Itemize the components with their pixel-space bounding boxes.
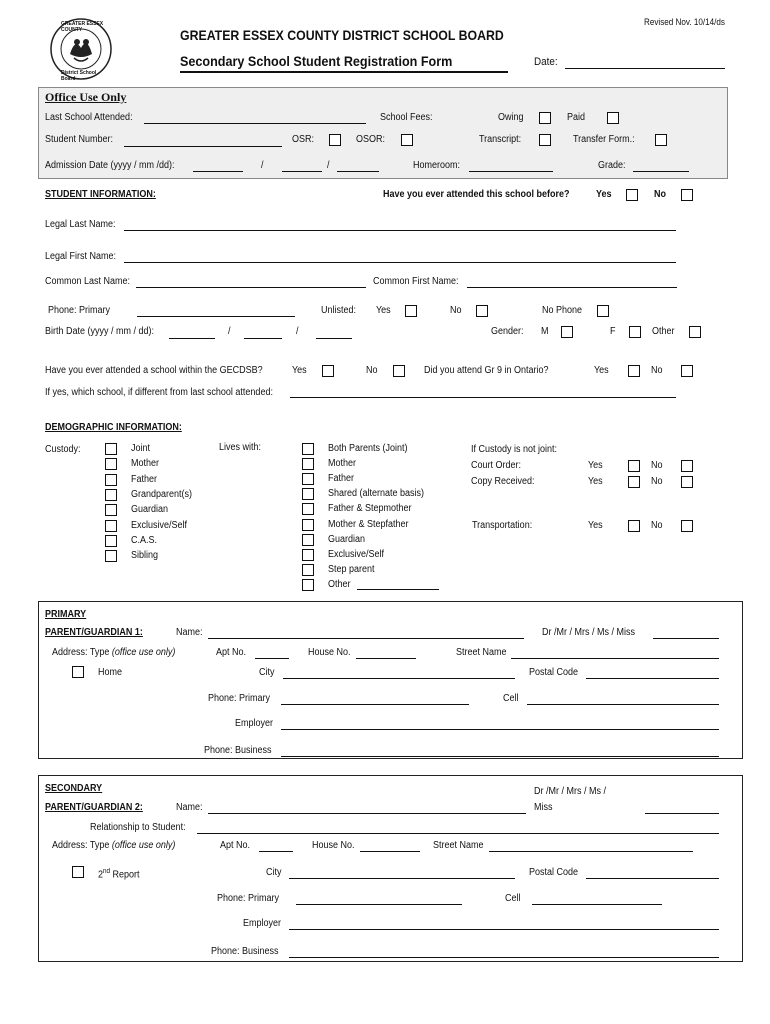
court-order-label: Court Order: bbox=[471, 460, 522, 471]
homeroom-label: Homeroom: bbox=[413, 160, 461, 171]
common-first-label: Common First Name: bbox=[373, 276, 459, 287]
gender-m-label: M bbox=[541, 326, 549, 337]
p2-address-type-label: Address: Type (office use only) bbox=[52, 840, 176, 851]
p2-street-label: Street Name bbox=[433, 840, 484, 851]
lives-option-label-7: Exclusive/Self bbox=[328, 548, 385, 560]
custody-option-label-1: Mother bbox=[131, 458, 160, 470]
p1-postal-field[interactable] bbox=[586, 678, 719, 679]
common-last-label: Common Last Name: bbox=[45, 276, 131, 287]
lives-option-label-2: Father bbox=[328, 473, 355, 485]
p2-city-label: City bbox=[266, 867, 282, 878]
revised-note: Revised Nov. 10/14/ds bbox=[644, 17, 725, 27]
lives-option-label-9: Other bbox=[328, 578, 351, 590]
transportation-no-label: No bbox=[651, 520, 663, 531]
p2-report-label: 2nd Report bbox=[98, 868, 140, 881]
student-number-label: Student Number: bbox=[45, 134, 114, 145]
lives-other-field[interactable] bbox=[357, 589, 439, 590]
gecdsb-yes-label: Yes bbox=[292, 365, 307, 376]
attended-yes-label: Yes bbox=[596, 189, 612, 200]
custody-option-checkbox-3[interactable] bbox=[105, 489, 117, 501]
legal-first-label: Legal First Name: bbox=[45, 251, 117, 262]
birth-month-field[interactable] bbox=[244, 338, 282, 339]
p1-phone-primary-label: Phone: Primary bbox=[208, 693, 271, 704]
p2-name-field[interactable] bbox=[208, 813, 526, 814]
phone-primary-label: Phone: Primary bbox=[48, 305, 111, 316]
custody-label: Custody: bbox=[45, 444, 81, 455]
custody-option-label-7: Sibling bbox=[131, 550, 159, 562]
p2-title-options: Dr /Mr / Mrs / Ms / bbox=[534, 786, 606, 797]
if-custody-label: If Custody is not joint: bbox=[471, 444, 558, 455]
p1-title-field[interactable] bbox=[653, 638, 719, 639]
legal-last-label: Legal Last Name: bbox=[45, 219, 116, 230]
school-fees-label: School Fees: bbox=[380, 112, 433, 123]
custody-option-checkbox-1[interactable] bbox=[105, 458, 117, 470]
transfer-form-checkbox[interactable] bbox=[655, 134, 667, 146]
p2-title-field[interactable] bbox=[645, 813, 719, 814]
p2-city-field[interactable] bbox=[289, 878, 515, 879]
grade-label: Grade: bbox=[598, 160, 626, 171]
p2-phone-primary-label: Phone: Primary bbox=[217, 893, 280, 904]
p1-cell-field[interactable] bbox=[527, 704, 719, 705]
transportation-label: Transportation: bbox=[472, 520, 533, 531]
admission-slash-1: / bbox=[261, 160, 264, 171]
p2-apt-field[interactable] bbox=[259, 851, 293, 852]
lives-with-label: Lives with: bbox=[219, 442, 262, 453]
admission-slash-2: / bbox=[327, 160, 330, 171]
p2-employer-label: Employer bbox=[243, 918, 282, 929]
lives-option-label-0: Both Parents (Joint) bbox=[328, 443, 408, 454]
p2-relationship-field[interactable] bbox=[197, 833, 719, 834]
p2-title-options-2: Miss bbox=[534, 802, 553, 813]
gender-f-checkbox[interactable] bbox=[629, 326, 641, 338]
custody-option-checkbox-2[interactable] bbox=[105, 474, 117, 486]
custody-option-checkbox-7[interactable] bbox=[105, 550, 117, 562]
last-school-field[interactable] bbox=[144, 123, 366, 124]
copy-received-label: Copy Received: bbox=[471, 476, 535, 487]
secondary-heading-2: PARENT/GUARDIAN 2: bbox=[45, 802, 143, 813]
custody-option-label-0: Joint bbox=[131, 443, 151, 454]
lives-option-checkbox-0[interactable] bbox=[302, 443, 314, 455]
gr9-yes-checkbox[interactable] bbox=[628, 365, 640, 377]
transcript-checkbox[interactable] bbox=[539, 134, 551, 146]
p2-postal-label: Postal Code bbox=[529, 867, 579, 878]
p2-phone-business-field[interactable] bbox=[289, 957, 719, 958]
gender-m-checkbox[interactable] bbox=[561, 326, 573, 338]
logo-text-bottom: District School Board bbox=[61, 70, 97, 82]
secondary-heading: SECONDARY bbox=[45, 783, 103, 794]
p1-house-label: House No. bbox=[308, 647, 351, 658]
unlisted-no-label: No bbox=[450, 305, 462, 316]
common-first-field[interactable] bbox=[467, 287, 677, 288]
gender-other-checkbox[interactable] bbox=[689, 326, 701, 338]
unlisted-yes-checkbox[interactable] bbox=[405, 305, 417, 317]
student-number-field[interactable] bbox=[124, 146, 282, 147]
demographic-heading: DEMOGRAPHIC INFORMATION: bbox=[45, 422, 182, 433]
unlisted-no-checkbox[interactable] bbox=[476, 305, 488, 317]
lives-option-checkbox-6[interactable] bbox=[302, 534, 314, 546]
transfer-form-label: Transfer Form.: bbox=[573, 134, 635, 145]
custody-option-label-5: Exclusive/Self bbox=[131, 519, 188, 531]
lives-option-label-8: Step parent bbox=[328, 563, 375, 575]
custody-option-label-2: Father bbox=[131, 473, 158, 485]
gecdsb-question: Have you ever attended a school within the GECDSB? bbox=[45, 365, 263, 376]
birth-year-field[interactable] bbox=[169, 338, 215, 339]
lives-option-label-6: Guardian bbox=[328, 533, 366, 545]
attended-no-checkbox[interactable] bbox=[681, 189, 693, 201]
p2-name-label: Name: bbox=[176, 802, 203, 813]
attended-yes-checkbox[interactable] bbox=[626, 189, 638, 201]
birth-slash-2: / bbox=[296, 326, 299, 337]
p1-city-field[interactable] bbox=[283, 678, 515, 679]
p2-relationship-label: Relationship to Student: bbox=[90, 822, 186, 833]
lives-option-label-5: Mother & Stepfather bbox=[328, 518, 409, 530]
custody-option-checkbox-5[interactable] bbox=[105, 520, 117, 532]
p1-employer-field[interactable] bbox=[281, 729, 719, 730]
p1-house-field[interactable] bbox=[356, 658, 416, 659]
board-title: GREATER ESSEX COUNTY DISTRICT SCHOOL BOARD bbox=[180, 27, 504, 43]
p1-address-type-label: Address: Type (office use only) bbox=[52, 647, 176, 658]
admission-date-label: Admission Date (yyyy / mm /dd): bbox=[45, 160, 175, 171]
unlisted-yes-label: Yes bbox=[376, 305, 391, 316]
lives-option-checkbox-7[interactable] bbox=[302, 549, 314, 561]
custody-option-checkbox-0[interactable] bbox=[105, 443, 117, 455]
birth-date-label: Birth Date (yyyy / mm / dd): bbox=[45, 326, 155, 337]
date-field[interactable] bbox=[565, 68, 725, 69]
p1-name-field[interactable] bbox=[208, 638, 524, 639]
office-use-title: Office Use Only bbox=[45, 90, 127, 104]
form-title-underline bbox=[180, 71, 508, 73]
admission-day-field[interactable] bbox=[337, 171, 379, 172]
owing-label: Owing bbox=[498, 112, 524, 123]
p2-phone-primary-field[interactable] bbox=[296, 904, 462, 905]
gender-label: Gender: bbox=[491, 326, 524, 337]
p2-cell-label: Cell bbox=[505, 893, 521, 904]
paid-checkbox[interactable] bbox=[607, 112, 619, 124]
p1-apt-label: Apt No. bbox=[216, 647, 247, 658]
p2-postal-field[interactable] bbox=[586, 878, 719, 879]
lives-option-checkbox-5[interactable] bbox=[302, 519, 314, 531]
court-order-yes-checkbox[interactable] bbox=[628, 460, 640, 472]
gr9-no-checkbox[interactable] bbox=[681, 365, 693, 377]
gr9-question: Did you attend Gr 9 in Ontario? bbox=[424, 365, 549, 376]
p1-employer-label: Employer bbox=[235, 718, 274, 729]
no-phone-checkbox[interactable] bbox=[597, 305, 609, 317]
transportation-no-checkbox[interactable] bbox=[681, 520, 693, 532]
gecdsb-no-checkbox[interactable] bbox=[393, 365, 405, 377]
custody-option-label-6: C.A.S. bbox=[131, 534, 158, 546]
lives-option-checkbox-4[interactable] bbox=[302, 503, 314, 515]
lives-option-checkbox-1[interactable] bbox=[302, 458, 314, 470]
custody-option-checkbox-4[interactable] bbox=[105, 504, 117, 516]
p1-phone-business-field[interactable] bbox=[281, 756, 719, 757]
legal-first-field[interactable] bbox=[124, 262, 676, 263]
p1-phone-business-label: Phone: Business bbox=[204, 745, 272, 756]
lives-option-label-4: Father & Stepmother bbox=[328, 503, 412, 515]
gr9-yes-label: Yes bbox=[594, 365, 609, 376]
birth-day-field[interactable] bbox=[316, 338, 352, 339]
date-label: Date: bbox=[534, 56, 558, 68]
attended-no-label: No bbox=[654, 189, 667, 200]
birth-slash-1: / bbox=[228, 326, 231, 337]
p2-report-checkbox[interactable] bbox=[72, 866, 84, 878]
p1-phone-primary-field[interactable] bbox=[281, 704, 469, 705]
custody-option-label-3: Grandparent(s) bbox=[131, 488, 193, 500]
p2-house-label: House No. bbox=[312, 840, 355, 851]
p2-house-field[interactable] bbox=[360, 851, 420, 852]
unlisted-label: Unlisted: bbox=[321, 305, 357, 316]
gecdsb-no-label: No bbox=[366, 365, 378, 376]
court-order-yes-label: Yes bbox=[588, 460, 603, 471]
custody-option-checkbox-6[interactable] bbox=[105, 535, 117, 547]
gender-other-label: Other bbox=[652, 326, 675, 337]
p2-apt-label: Apt No. bbox=[220, 840, 251, 851]
homeroom-field[interactable] bbox=[469, 171, 553, 172]
gecdsb-yes-checkbox[interactable] bbox=[322, 365, 334, 377]
osor-checkbox[interactable] bbox=[401, 134, 413, 146]
copy-received-no-checkbox[interactable] bbox=[681, 476, 693, 488]
lives-option-checkbox-9[interactable] bbox=[302, 579, 314, 591]
attended-question: Have you ever attended this school before? bbox=[383, 189, 570, 200]
p2-employer-field[interactable] bbox=[289, 929, 719, 930]
p1-postal-label: Postal Code bbox=[529, 667, 579, 678]
no-phone-label: No Phone bbox=[542, 305, 583, 316]
copy-received-no-label: No bbox=[651, 476, 663, 487]
owing-checkbox[interactable] bbox=[539, 112, 551, 124]
lives-option-label-3: Shared (alternate basis) bbox=[328, 488, 425, 500]
grade-field[interactable] bbox=[633, 171, 689, 172]
logo-text-top: GREATER ESSEX COUNTY bbox=[61, 21, 104, 33]
osor-label: OSOR: bbox=[356, 134, 386, 145]
phone-primary-field[interactable] bbox=[137, 316, 295, 317]
p1-street-field[interactable] bbox=[511, 658, 719, 659]
gender-f-label: F bbox=[610, 326, 616, 337]
legal-last-field[interactable] bbox=[124, 230, 676, 231]
primary-heading-2: PARENT/GUARDIAN 1: bbox=[45, 627, 143, 638]
p1-home-checkbox[interactable] bbox=[72, 666, 84, 678]
which-school-label: If yes, which school, if different from last school attended: bbox=[45, 387, 273, 398]
which-school-field[interactable] bbox=[290, 397, 676, 398]
student-info-heading: STUDENT INFORMATION: bbox=[45, 189, 156, 200]
lives-option-label-1: Mother bbox=[328, 458, 357, 470]
admission-year-field[interactable] bbox=[193, 171, 243, 172]
p1-street-label: Street Name bbox=[456, 647, 507, 658]
lives-option-checkbox-3[interactable] bbox=[302, 488, 314, 500]
p1-cell-label: Cell bbox=[503, 693, 519, 704]
osr-label: OSR: bbox=[292, 134, 315, 145]
board-logo bbox=[50, 18, 112, 80]
lives-option-checkbox-8[interactable] bbox=[302, 564, 314, 576]
p2-street-field[interactable] bbox=[489, 851, 693, 852]
last-school-label: Last School Attended: bbox=[45, 112, 133, 123]
copy-received-yes-checkbox[interactable] bbox=[628, 476, 640, 488]
paid-label: Paid bbox=[567, 112, 586, 123]
common-last-field[interactable] bbox=[136, 287, 366, 288]
custody-option-label-4: Guardian bbox=[131, 504, 169, 516]
p2-phone-business-label: Phone: Business bbox=[211, 946, 279, 957]
osr-checkbox[interactable] bbox=[329, 134, 341, 146]
primary-heading: PRIMARY bbox=[45, 609, 87, 620]
admission-month-field[interactable] bbox=[282, 171, 322, 172]
gr9-no-label: No bbox=[651, 365, 663, 376]
p2-cell-field[interactable] bbox=[532, 904, 662, 905]
lives-option-checkbox-2[interactable] bbox=[302, 473, 314, 485]
p1-home-label: Home bbox=[98, 667, 123, 678]
form-title: Secondary School Student Registration Form bbox=[180, 53, 453, 69]
primary-parent-section bbox=[38, 601, 743, 759]
transportation-yes-label: Yes bbox=[588, 520, 603, 531]
court-order-no-checkbox[interactable] bbox=[681, 460, 693, 472]
transportation-yes-checkbox[interactable] bbox=[628, 520, 640, 532]
p1-city-label: City bbox=[259, 667, 275, 678]
p1-title-options: Dr /Mr / Mrs / Ms / Miss bbox=[542, 627, 635, 638]
p1-name-label: Name: bbox=[176, 627, 203, 638]
transcript-label: Transcript: bbox=[479, 134, 522, 145]
court-order-no-label: No bbox=[651, 460, 663, 471]
p1-apt-field[interactable] bbox=[255, 658, 289, 659]
secondary-parent-section bbox=[38, 775, 743, 962]
copy-received-yes-label: Yes bbox=[588, 476, 603, 487]
